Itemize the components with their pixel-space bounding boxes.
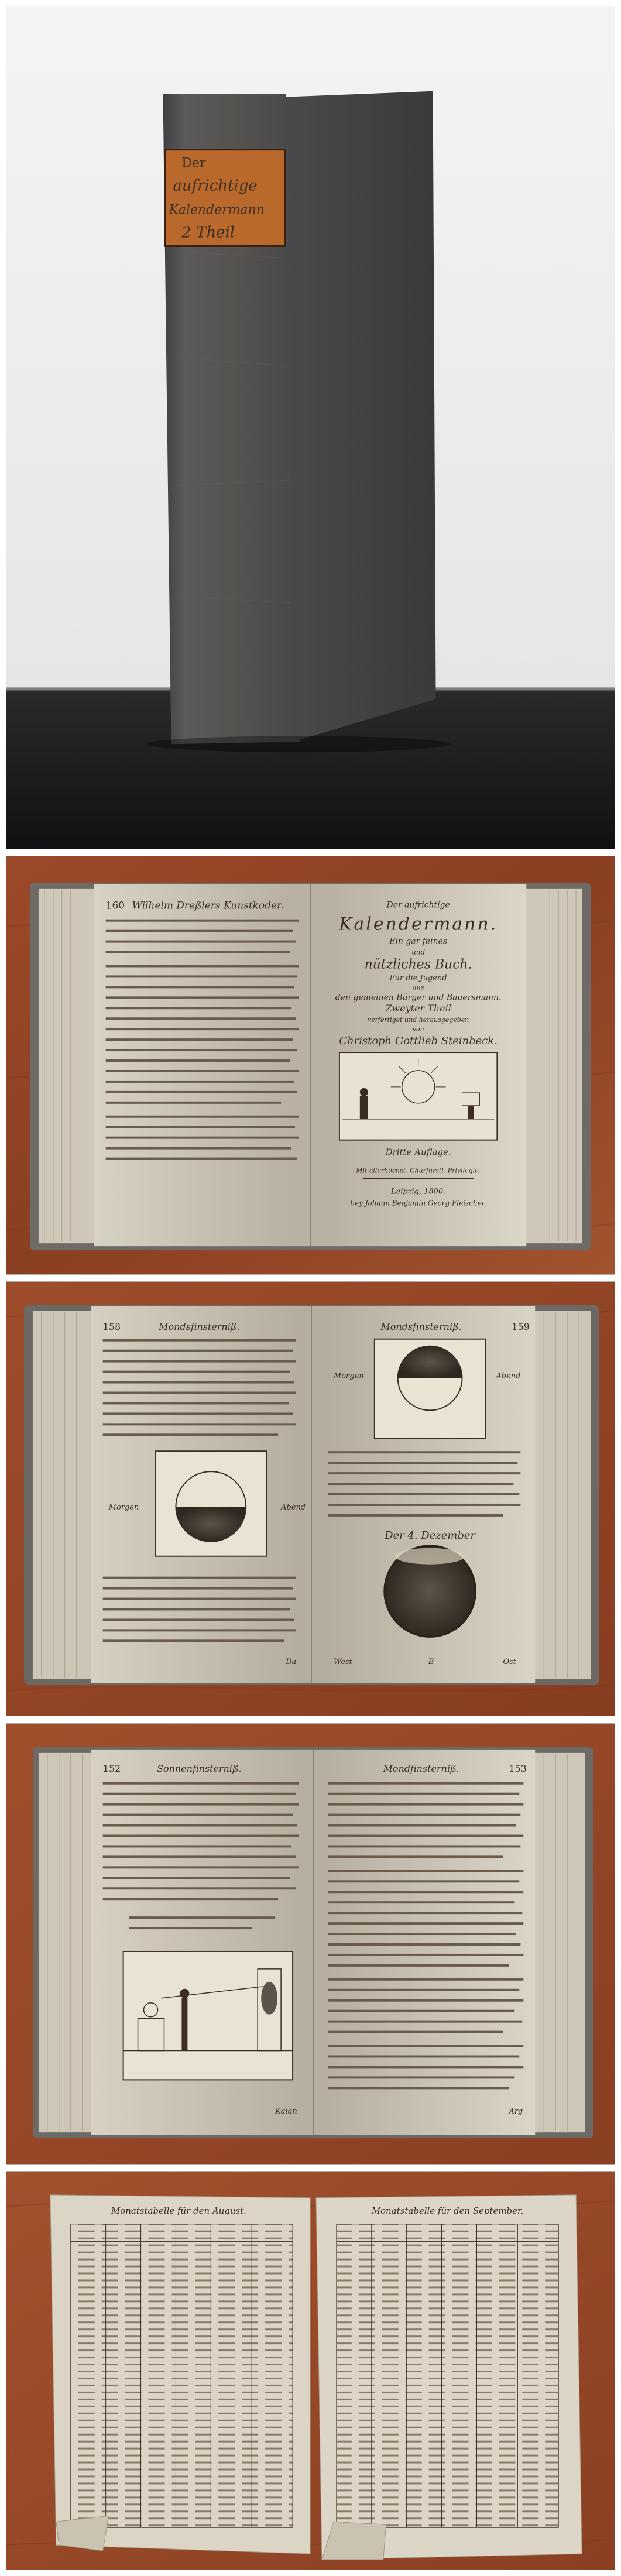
spine-label-line2: aufrichtige (173, 177, 258, 195)
l-label-morning: Morgen (108, 1503, 139, 1512)
p4-l-page-number: 152 (102, 1762, 121, 1774)
tp-publisher: bey Johann Benjamin Georg Fleischer. (350, 1199, 486, 1208)
l-catchword: Da (286, 1658, 297, 1667)
left-page-number: 160 (105, 899, 125, 911)
r-banner: Der 4. Dezember (385, 1529, 476, 1542)
l-running-head: Mondsfinsterniß. (159, 1320, 240, 1332)
title-spread-photo (6, 856, 615, 1274)
p4-r-page-number: 153 (509, 1762, 527, 1774)
tp-edition: Dritte Auflage. (385, 1147, 451, 1158)
photo-experiment-spread (6, 1723, 615, 2165)
r-eclipse-figure (375, 1339, 486, 1439)
tp-author-von: von (412, 1025, 424, 1034)
tables-photo (6, 2172, 615, 2570)
lunar-spread-photo (6, 1282, 615, 1716)
left-table-title: Monatstabelle für den August. (111, 2205, 246, 2216)
p4-l-catchword: Kalan (275, 2107, 297, 2117)
tp-author-intro: verfertiget und herausgegeben (367, 1016, 469, 1024)
right-month-table (337, 2224, 558, 2527)
spine-label-line3: Kalendermann (169, 203, 265, 218)
tp-title: Kalendermann. (339, 914, 498, 935)
title-engraving (339, 1052, 497, 1140)
photo-closed-book (6, 6, 615, 849)
photo-lunar-eclipse-spread (6, 1281, 615, 1716)
tp-line3: nützliches Buch. (364, 957, 472, 972)
left-month-table (71, 2224, 293, 2527)
photo-title-page-spread (6, 856, 615, 1275)
p4-r-running-head: Mondfinsterniß. (383, 1762, 459, 1774)
tp-header: Der aufrichtige (386, 900, 450, 910)
closed-book-photo (6, 6, 615, 849)
r-label-morning: Morgen (333, 1371, 364, 1381)
photo-monthly-tables (6, 2171, 615, 2570)
right-table-title: Monatstabelle für den September. (371, 2205, 524, 2216)
tp-line6: den gemeinen Bürger und Bauersmann. (335, 993, 502, 1003)
tp-line1: Ein gar feines (389, 937, 448, 946)
tp-line4: Für die Jugend (389, 973, 447, 983)
l-label-evening: Abend (281, 1503, 306, 1512)
p4-experiment-figure (123, 1951, 293, 2080)
p4-l-running-head: Sonnenfinsterniß. (157, 1762, 242, 1774)
p4-r-catchword: Arg (509, 2107, 523, 2117)
spine-label-line4: 2 Theil (181, 224, 235, 242)
r-page-number: 159 (512, 1320, 530, 1332)
tp-place-year: Leipzig, 1800. (390, 1187, 446, 1196)
r-label-ost: Ost (503, 1658, 516, 1667)
spine-label-line1: Der (181, 156, 206, 171)
tp-part: Zweyter Theil (385, 1003, 451, 1014)
tp-line2: und (411, 948, 426, 956)
r-running-head: Mondsfinsterniß. (380, 1320, 462, 1332)
r-label-west: West (333, 1658, 352, 1667)
r-catchword: E (428, 1658, 434, 1667)
tp-note: Mit allerhöchst. Churfürstl. Privilegio. (356, 1167, 481, 1175)
l-page-number: 158 (102, 1320, 121, 1332)
l-eclipse-figure (156, 1451, 267, 1556)
left-running-head: Wilhelm Dreßlers Kunstkoder. (132, 899, 284, 911)
tp-line5: aus (413, 983, 424, 992)
tp-author: Christoph Gottlieb Steinbeck. (339, 1035, 498, 1048)
r-label-evening: Abend (496, 1371, 521, 1381)
experiment-spread-photo (6, 1724, 615, 2164)
